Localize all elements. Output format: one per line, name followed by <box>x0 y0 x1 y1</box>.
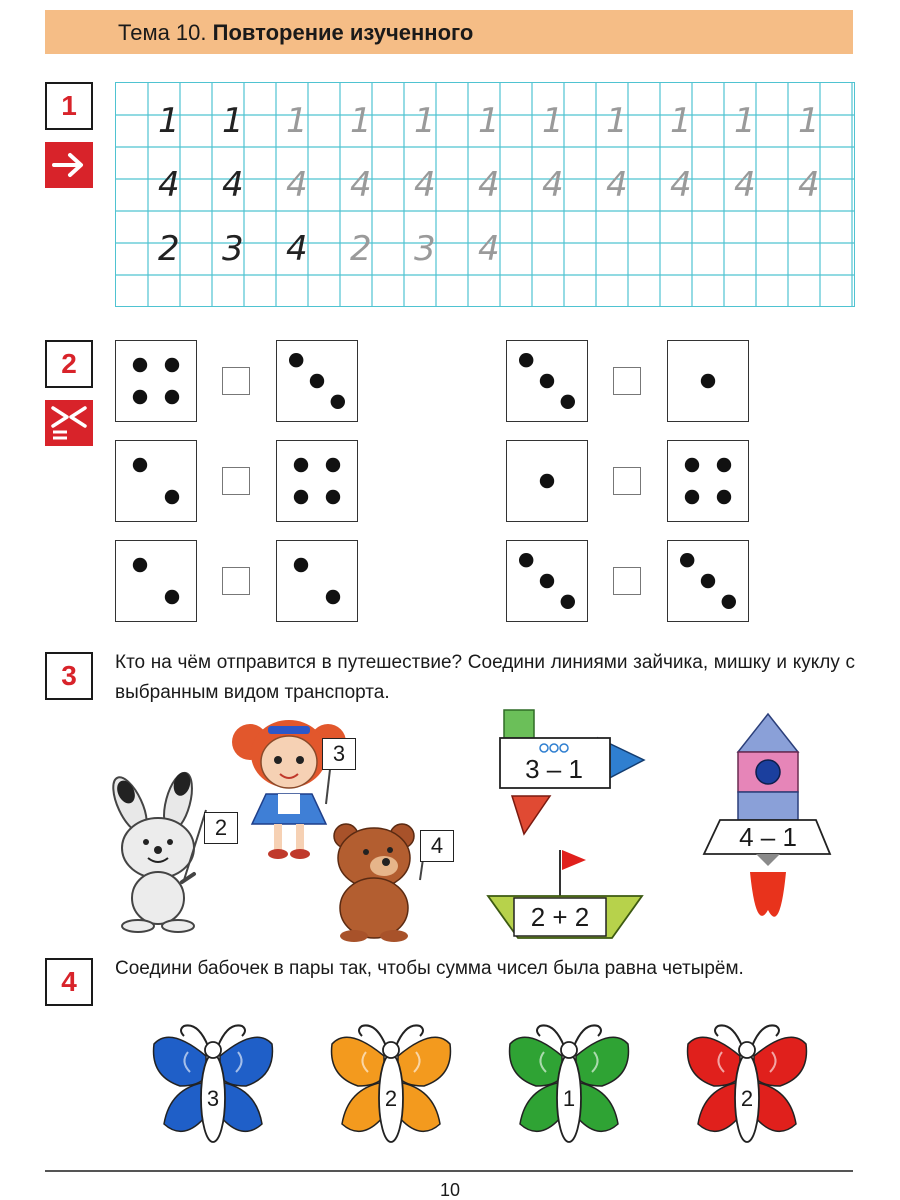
die-pip <box>294 558 308 572</box>
grid-digit: 4 <box>478 165 500 205</box>
task-number-1: 1 <box>45 82 93 130</box>
compare-sign-box[interactable] <box>222 467 250 495</box>
page-number: 10 <box>439 1180 461 1200</box>
compare-sign-box[interactable] <box>613 467 641 495</box>
die-pip <box>289 353 303 367</box>
die-pip <box>133 458 147 472</box>
grid-digit: 4 <box>222 165 244 205</box>
grid-digit: 1 <box>798 101 820 141</box>
die-pip <box>294 458 308 472</box>
grid-digit: 4 <box>414 165 436 205</box>
die-pip <box>685 490 699 504</box>
butterfly-number: 3 <box>206 1086 220 1111</box>
bunny-illustration <box>98 770 238 935</box>
die-pip <box>326 458 340 472</box>
butterfly-icon <box>684 1016 810 1146</box>
die-face <box>115 440 197 522</box>
die-face <box>115 540 197 622</box>
die-pip <box>331 395 345 409</box>
grid-digit: 1 <box>414 101 436 141</box>
butterfly[interactable] <box>328 1016 454 1146</box>
doll-flag: 3 <box>322 738 356 770</box>
grid-digit: 1 <box>606 101 628 141</box>
grid-digit: 2 <box>350 229 372 269</box>
bunny-flag: 2 <box>204 812 238 844</box>
topic-title <box>118 20 473 46</box>
grid-digit: 3 <box>222 229 244 269</box>
compare-sign-box[interactable] <box>222 367 250 395</box>
die-face <box>276 540 358 622</box>
butterfly-icon <box>506 1016 632 1146</box>
die-pip <box>519 553 533 567</box>
die-pip <box>165 590 179 604</box>
die-pip <box>133 390 147 404</box>
grid-digit: 1 <box>350 101 372 141</box>
die-face <box>506 340 588 422</box>
die-pip <box>680 553 694 567</box>
die-face <box>667 440 749 522</box>
grid-digit: 1 <box>222 101 244 141</box>
grid-digit: 3 <box>414 229 436 269</box>
grid-digit: 1 <box>734 101 756 141</box>
butterfly-number: 2 <box>384 1086 398 1111</box>
bear-illustration <box>324 818 434 943</box>
die-pip <box>165 490 179 504</box>
die-pip <box>294 490 308 504</box>
grid-digit: 1 <box>158 101 180 141</box>
die-face <box>667 540 749 622</box>
die-pip <box>717 490 731 504</box>
die-pip <box>701 374 715 388</box>
die-pip <box>326 490 340 504</box>
bear-flag: 4 <box>420 830 454 862</box>
die-pip <box>133 358 147 372</box>
die-face <box>276 440 358 522</box>
plane-expression: 3 – 1 <box>525 753 583 784</box>
task-number-3: 3 <box>45 652 93 700</box>
arrow-right-icon <box>45 142 93 188</box>
butterfly-number: 1 <box>562 1086 576 1111</box>
grid-digit: 4 <box>670 165 692 205</box>
die-face <box>506 440 588 522</box>
grid-digit: 4 <box>734 165 756 205</box>
grid-digit: 1 <box>478 101 500 141</box>
die-pip <box>717 458 731 472</box>
grid-digit: 1 <box>286 101 308 141</box>
grid-digit: 4 <box>158 165 180 205</box>
grid-digit: 1 <box>670 101 692 141</box>
die-pip <box>722 595 736 609</box>
grid-digit: 4 <box>286 229 308 269</box>
butterfly[interactable] <box>150 1016 276 1146</box>
grid-digit: 4 <box>286 165 308 205</box>
footer-divider <box>45 1170 853 1172</box>
die-pip <box>561 395 575 409</box>
compare-signs-icon <box>45 400 93 446</box>
butterfly-icon <box>150 1016 276 1146</box>
grid-digit: 1 <box>542 101 564 141</box>
die-pip <box>540 374 554 388</box>
compare-sign-box[interactable] <box>613 567 641 595</box>
topic-name: Повторение изученного <box>212 20 474 45</box>
butterfly-number: 2 <box>740 1086 754 1111</box>
task-number-2: 2 <box>45 340 93 388</box>
task3-text: Кто на чём отправится в путешествие? Соедини линиями зайчика, мишку и куклу с выбранным видом транспорта. <box>115 652 855 703</box>
die-pip <box>165 390 179 404</box>
task-number-4: 4 <box>45 958 93 1006</box>
task4-text: Соедини бабочек в пары так, чтобы сумма чисел была равна четырём. <box>115 958 744 979</box>
die-pip <box>310 374 324 388</box>
die-face <box>276 340 358 422</box>
grid-digit: 4 <box>350 165 372 205</box>
die-pip <box>685 458 699 472</box>
topic-prefix: Тема 10. <box>118 20 207 45</box>
die-pip <box>701 574 715 588</box>
butterfly-icon <box>328 1016 454 1146</box>
boat-expression: 2 + 2 <box>530 901 590 932</box>
compare-sign-box[interactable] <box>222 567 250 595</box>
butterfly[interactable] <box>506 1016 632 1146</box>
grid-digit: 2 <box>158 229 180 269</box>
grid-digit: 4 <box>606 165 628 205</box>
butterfly[interactable] <box>684 1016 810 1146</box>
grid-digit: 4 <box>798 165 820 205</box>
die-pip <box>540 474 554 488</box>
die-pip <box>561 595 575 609</box>
die-pip <box>519 353 533 367</box>
die-pip <box>540 574 554 588</box>
die-pip <box>165 358 179 372</box>
die-pip <box>133 558 147 572</box>
compare-sign-box[interactable] <box>613 367 641 395</box>
die-pip <box>326 590 340 604</box>
grid-digit: 4 <box>478 229 500 269</box>
die-face <box>667 340 749 422</box>
grid-digit: 4 <box>542 165 564 205</box>
die-face <box>115 340 197 422</box>
rocket-expression: 4 – 1 <box>739 821 797 852</box>
die-face <box>506 540 588 622</box>
